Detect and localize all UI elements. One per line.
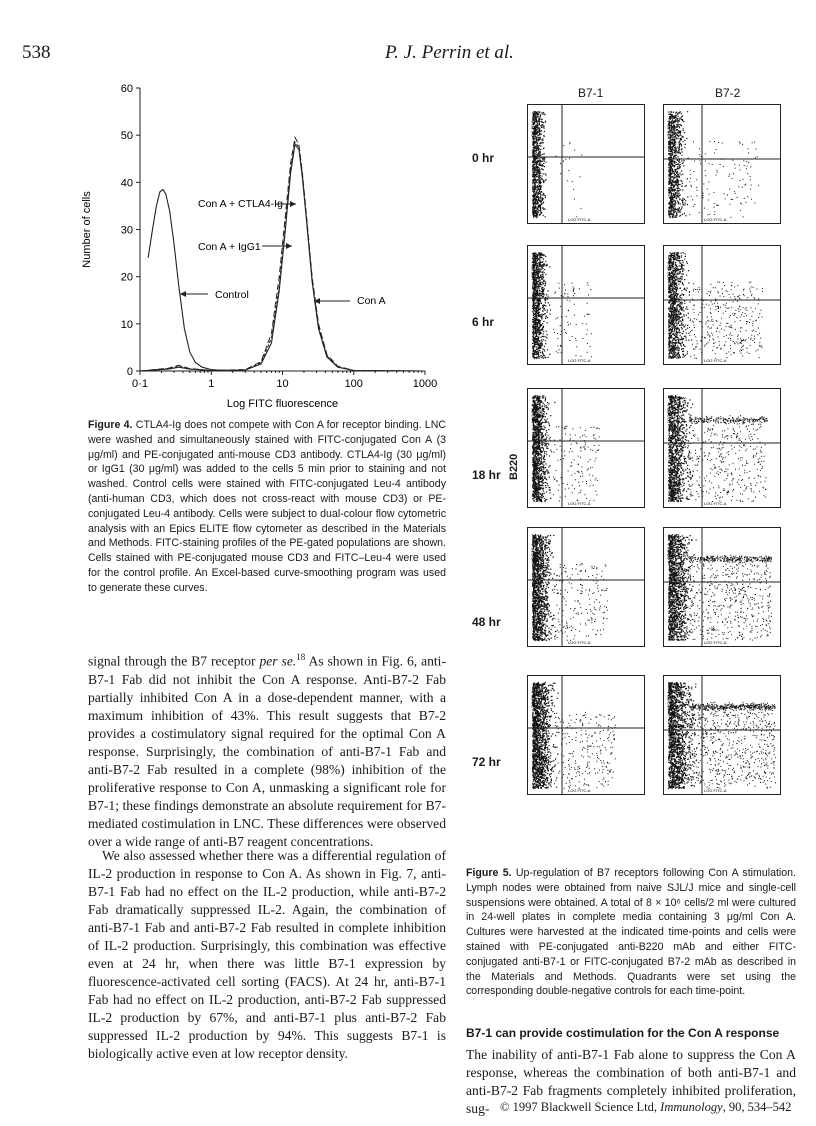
body-left-paragraph-1: [88, 648, 446, 851]
y-tick-label: 40: [120, 177, 133, 190]
scatter-x-axis-small-label: LOG FITC-A: [704, 501, 727, 506]
x-tick-label: 100: [344, 378, 363, 390]
scatter-events: [532, 534, 608, 641]
scatter-x-axis-small-label: LOG FITC-A: [568, 358, 591, 363]
scatter-events: [668, 252, 763, 359]
running-header-authors: P. J. Perrin et al.: [385, 42, 514, 63]
footer-copyright-text: © 1997 Blackwell Science Ltd,: [500, 1100, 661, 1114]
scatter-y-axis-small-label: LOG PE-A: [666, 543, 671, 562]
scatter-x-axis-small-label: LOG FITC-A: [704, 217, 727, 222]
scatter-plot: [664, 528, 780, 646]
scatter-events: [532, 111, 582, 218]
scatter-plot: [664, 246, 780, 364]
fig5-col-label-b7-1: B7-1: [578, 86, 604, 100]
scatter-plot: [664, 676, 780, 794]
fig5-scatter-b7-2-18hr: [663, 388, 781, 508]
figure5-caption-text: Up-regulation of B7 receptors following Con A stimulation. Lymph nodes were obtained from naive SJL/J mice and single-cell suspensions were obtained. A total of 8 × 10⁶ cells/2 ml were cultured in 24-well plates in complete media containing 3 μg/ml Con A. Cultures were harvested at the indicated time-points and cells were stained with PE-conjugated anti-B220 mAb and either FITC-conjugated anti-B7-1 or FITC-conjugated B7-2 mAb as described in the Materials and Methods. Quadrants were set using the corresponding double-negative controls for each time-point.: [466, 867, 796, 998]
x-axis-label: Log FITC fluorescence: [226, 398, 339, 410]
scatter-x-axis-small-label: LOG FITC-A: [704, 358, 727, 363]
fig5-col-label-b7-2: B7-2: [715, 86, 741, 100]
annotation-con-a-igg1: Con A + IgG1: [198, 241, 261, 253]
figure4-chart: [70, 78, 450, 413]
scatter-y-axis-small-label: LOG PE-A: [666, 691, 671, 710]
scatter-x-axis-small-label: LOG FITC-A: [704, 640, 727, 645]
figure5-caption: [466, 866, 796, 999]
fig5-row-label-6hr: 6 hr: [472, 315, 495, 329]
fig5-row-label-18hr: 18 hr: [472, 468, 501, 482]
scatter-events: [668, 682, 776, 789]
scatter-plot: [528, 246, 644, 364]
scatter-plot: [528, 389, 644, 507]
page-number: 538: [22, 42, 51, 63]
p1-italic: per se.: [259, 653, 297, 669]
scatter-events: [668, 395, 768, 502]
y-tick-label: 0: [126, 366, 133, 378]
scatter-x-axis-small-label: LOG FITC-A: [704, 788, 727, 793]
figure4-caption: [88, 418, 446, 596]
footer-citation: , 90, 534–542: [722, 1100, 792, 1114]
scatter-y-axis-small-label: LOG PE-A: [530, 543, 535, 562]
fig5-scatter-b7-2-0hr: [663, 104, 781, 224]
fig5-scatter-b7-1-48hr: [527, 527, 645, 647]
scatter-plot: [528, 105, 644, 223]
scatter-y-axis-small-label: LOG PE-A: [530, 404, 535, 423]
fig5-scatter-b7-1-72hr: [527, 675, 645, 795]
annotation-control-arrow-head: [180, 291, 186, 297]
scatter-plot: [664, 105, 780, 223]
fig5-y-axis-label: B220: [508, 453, 520, 480]
scatter-x-axis-small-label: LOG FITC-A: [568, 501, 591, 506]
y-tick-label: 50: [120, 130, 133, 143]
scatter-events: [668, 111, 759, 218]
reference-superscript: 18: [296, 652, 306, 662]
scatter-y-axis-small-label: LOG PE-A: [530, 261, 535, 280]
x-tick-label: 1000: [412, 378, 438, 390]
fig5-scatter-b7-2-48hr: [663, 527, 781, 647]
y-tick-label: 30: [120, 224, 133, 237]
fig5-row-label-0hr: 0 hr: [472, 151, 495, 165]
p1-rest: As shown in Fig. 6, anti-B7-1 Fab did not inhibit the Con A response. Anti-B7-2 Fab partially inhibited Con A in a dose-dependent manner, with a maximum inhibition of 43%. This result suggests that B7-2 provides a costimulatory signal required for the optimal Con A response. Surprisingly, the combination of anti-B7-1 Fab and anti-B7-2 Fab resulted in a complete (98%) inhibition of the proliferative response to Con A, unmasking a significant role for B7-1; these findings demonstrate an absolute requirement for B7-mediated costimulation in LNC. These differences were observed over a wide range of anti-B7 reagent concentrations.: [88, 653, 446, 849]
scatter-plot: [528, 528, 644, 646]
fig5-scatter-b7-2-72hr: [663, 675, 781, 795]
figure4-caption-label: Figure 4.: [88, 419, 133, 431]
series-line-con-a-igg1: [140, 142, 425, 371]
figure5-caption-label: Figure 5.: [466, 867, 512, 879]
p1-start: signal through the B7 receptor: [88, 653, 260, 669]
y-tick-label: 60: [120, 83, 133, 95]
annotation-con-a-ctla4-ig-arrow-head: [290, 201, 296, 207]
annotation-con-a-igg1-arrow-head: [286, 243, 292, 249]
fig5-row-label-48hr: 48 hr: [472, 615, 501, 629]
body-left-paragraph-2: We also assessed whether there was a differential regulation of IL-2 production in response to Con A. As shown in Fig. 7, anti-B7-1 Fab had no effect on the IL-2 production, while anti-B7-2 Fab dramatically suppressed IL-2. Again, the combination of anti-B7-1 Fab and anti-B7-2 Fab resulted in complete inhibition of IL-2 production. Surprisingly, this combination was effective even at 24 hr, when there was little B7-1 expression by fluorescence-activated cell sorting (FACS). At 24 hr, anti-B7-1 Fab had no effect on IL-2 production, anti-B7-2 Fab suppressed IL-2 production by 67%, and anti-B7-1 plus anti-B7-2 Fab suppressed IL-2 production by 94%. This suggests B7-1 is biologically active even at low receptor density.: [88, 848, 446, 1061]
y-axis-label: Number of cells: [81, 191, 93, 268]
annotation-con-a-ctla4-ig: Con A + CTLA4-Ig: [198, 198, 283, 210]
annotation-control: Control: [215, 289, 249, 301]
scatter-plot: [664, 389, 780, 507]
fig5-scatter-b7-1-18hr: [527, 388, 645, 508]
scatter-y-axis-small-label: LOG PE-A: [666, 261, 671, 280]
footer-copyright: [500, 1100, 791, 1115]
scatter-y-axis-small-label: LOG PE-A: [666, 404, 671, 423]
figure4-caption-text: CTLA4-Ig does not compete with Con A for receptor binding. LNC were washed and simultaneously stained with FITC-conjugated Con A (3 μg/ml) and PE-conjugated anti-mouse CD3 antibody. CTLA4-Ig (30 μg/ml) or IgG1 (30 μg/ml) was added to the cells 5 min prior to staining and not washed. Control cells were stained with FITC-conjugated Leu-4 antibody (anti-human CD3, which does not cross-react with mouse CD3) or PE-conjugated Leu-4 antibody. Cells were subject to dual-colour flow cytometric analysis with an Epics ELITE flow cytometer as described in the Materials and Methods. FITC-staining profiles of the PE-gated populations are shown. Cells stained with PE-conjugated mouse CD3 and FITC–Leu-4 were used for the control profile. An Excel-based curve-smoothing program was used to generate these curves.: [88, 419, 447, 594]
scatter-events: [668, 534, 772, 641]
scatter-y-axis-small-label: LOG PE-A: [530, 120, 535, 139]
scatter-y-axis-small-label: LOG PE-A: [666, 120, 671, 139]
scatter-x-axis-small-label: LOG FITC-A: [568, 217, 591, 222]
y-tick-label: 10: [120, 318, 133, 331]
fig5-scatter-b7-1-6hr: [527, 245, 645, 365]
scatter-plot: [528, 676, 644, 794]
footer-journal: Immunology: [660, 1100, 723, 1114]
body-right-paragraph-1: The inability of anti-B7-1 Fab alone to suppress the Con A response, whereas the combination of both anti-B7-1 and anti-B7-2 Fab fragments completely inhibited proliferation, sug-: [466, 1047, 796, 1116]
y-tick-label: 20: [120, 271, 133, 284]
annotation-con-a: Con A: [357, 295, 386, 307]
fig5-row-label-72hr: 72 hr: [472, 755, 501, 769]
scatter-events: [532, 395, 600, 502]
scatter-x-axis-small-label: LOG FITC-A: [568, 640, 591, 645]
x-tick-label: 0·1: [132, 378, 148, 390]
scatter-x-axis-small-label: LOG FITC-A: [568, 788, 591, 793]
x-tick-label: 10: [276, 378, 289, 390]
fig5-scatter-b7-2-6hr: [663, 245, 781, 365]
fig5-scatter-b7-1-0hr: [527, 104, 645, 224]
scatter-events: [532, 682, 616, 789]
scatter-y-axis-small-label: LOG PE-A: [530, 691, 535, 710]
x-tick-label: 1: [208, 378, 215, 390]
section-heading: B7-1 can provide costimulation for the Con A response: [466, 1026, 780, 1040]
